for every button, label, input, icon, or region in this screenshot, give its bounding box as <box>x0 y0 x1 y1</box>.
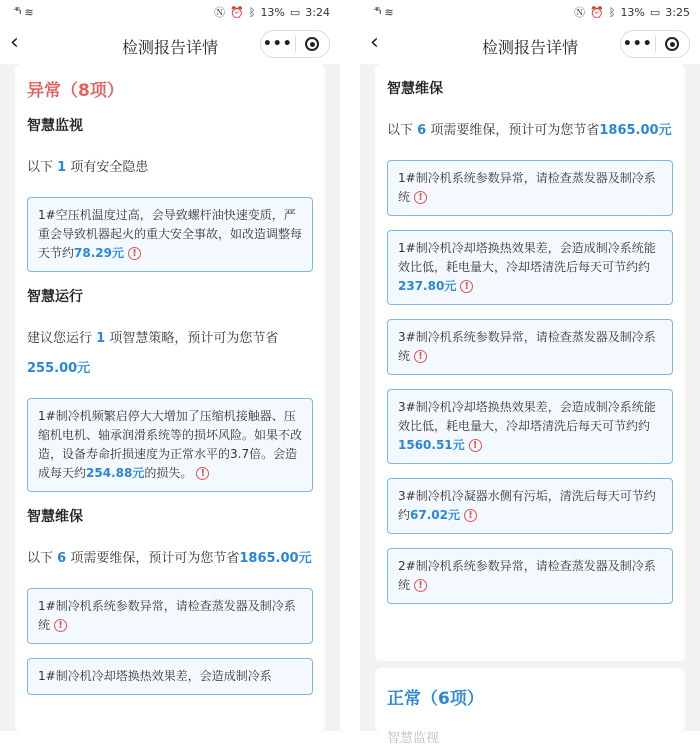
warning-icon[interactable]: ! <box>414 579 427 592</box>
warning-icon[interactable]: ! <box>196 467 209 480</box>
issue-item: 1#制冷机频繁启停大大增加了压缩机接触器、压缩机电机、轴承润滑系统等的损坏风险。如果不改造，设备寿命折损速度为正常水平的3.7倍。会造成每天约254.88元的损失。 ! <box>27 398 313 492</box>
nav-bar <box>360 24 700 64</box>
warning-icon[interactable]: ! <box>469 439 482 452</box>
issue-item: 3#制冷机冷却塔换热效果差，会造成制冷系统能效比低，耗电量大，冷却塔清洗后每天可节约约1560.51元 ! <box>387 389 673 464</box>
miniprogram-capsule <box>620 30 690 58</box>
normal-section-title: 智慧监视 <box>387 731 440 746</box>
status-bar <box>0 0 340 24</box>
maintenance-desc: 以下 6 项需要维保，预计可为您节省1865.00元 <box>27 551 312 566</box>
warning-icon[interactable]: ! <box>414 191 427 204</box>
issue-item: 1#制冷机系统参数异常，请检查蒸发器及制冷系统 ! <box>387 160 673 216</box>
warning-icon[interactable]: ! <box>464 509 477 522</box>
alarm-icon: ⏰ <box>590 5 604 19</box>
battery-percent: 13% <box>620 5 645 19</box>
issue-item: 1#制冷机冷却塔换热效果差，会造成制冷系统能效比低，耗电量大，冷却塔清洗后每天可节约约237.80元 ! <box>387 230 673 305</box>
nfc-icon: Ⓝ <box>574 6 586 19</box>
warning-icon[interactable]: ! <box>414 350 427 363</box>
page-title: 检测报告详情 <box>481 38 578 57</box>
issue-item: 1#制冷机系统参数异常，请检查蒸发器及制冷系统 ! <box>27 588 313 644</box>
surveillance-desc: 以下 1 项有安全隐患 <box>27 160 149 175</box>
wifi-icon: ≋ <box>384 5 394 19</box>
signal-icon: ⁴⁶ᵢₗ <box>14 7 21 17</box>
operation-title: 智慧运行 <box>27 289 83 305</box>
issue-item: 2#制冷机系统参数异常，请检查蒸发器及制冷系统 ! <box>387 548 673 604</box>
nfc-icon: Ⓝ <box>214 6 226 19</box>
close-miniprogram-icon[interactable] <box>296 37 330 51</box>
bluetooth-icon: ᛒ <box>248 5 256 19</box>
status-bar <box>360 0 700 24</box>
abnormal-header: 异常（8项） <box>27 81 124 101</box>
maintenance-desc: 以下 6 项需要维保，预计可为您节省1865.00元 <box>387 123 672 138</box>
issue-item: 1#空压机温度过高，会导致螺杆油快速变质，严重会导致机器起火的重大安全事故，如改造调整每天节约78.29元 ! <box>27 197 313 272</box>
bluetooth-icon: ᛒ <box>608 5 616 19</box>
battery-icon: ▭ <box>289 5 301 19</box>
phone-screen-left <box>0 0 340 731</box>
surveillance-title: 智慧监视 <box>27 118 83 134</box>
issue-item: 3#制冷机冷凝器水侧有污垢，清洗后每天可节约约67.02元 ! <box>387 478 673 534</box>
nav-bar <box>0 24 340 64</box>
normal-card <box>375 668 685 746</box>
close-miniprogram-icon[interactable] <box>656 37 690 51</box>
signal-icon: ⁴⁶ᵢₗ <box>374 7 381 17</box>
battery-percent: 13% <box>260 5 285 19</box>
wifi-icon: ≋ <box>24 5 34 19</box>
normal-header: 正常（6项） <box>387 689 484 709</box>
report-card <box>375 64 685 661</box>
back-icon[interactable]: ‹ <box>10 30 19 55</box>
more-icon[interactable]: ••• <box>622 36 653 52</box>
back-icon[interactable]: ‹ <box>370 30 379 55</box>
warning-icon[interactable]: ! <box>54 619 67 632</box>
report-card <box>15 64 325 731</box>
issue-item: 3#制冷机系统参数异常，请检查蒸发器及制冷系统 ! <box>387 319 673 375</box>
maintenance-title: 智慧维保 <box>27 509 83 525</box>
warning-icon[interactable]: ! <box>460 280 473 293</box>
warning-icon[interactable]: ! <box>128 247 141 260</box>
maintenance-title: 智慧维保 <box>387 81 443 97</box>
battery-icon: ▭ <box>649 5 661 19</box>
more-icon[interactable]: ••• <box>262 36 293 52</box>
page-title: 检测报告详情 <box>121 38 218 57</box>
miniprogram-capsule <box>260 30 330 58</box>
alarm-icon: ⏰ <box>230 5 244 19</box>
clock: 3:25 <box>665 5 690 19</box>
phone-screen-right <box>360 0 700 746</box>
clock: 3:24 <box>305 5 330 19</box>
operation-desc: 建议您运行 1 项智慧策略，预计可为您节省255.00元 <box>27 331 279 376</box>
issue-item: 1#制冷机冷却塔换热效果差，会造成制冷系 <box>27 658 313 695</box>
